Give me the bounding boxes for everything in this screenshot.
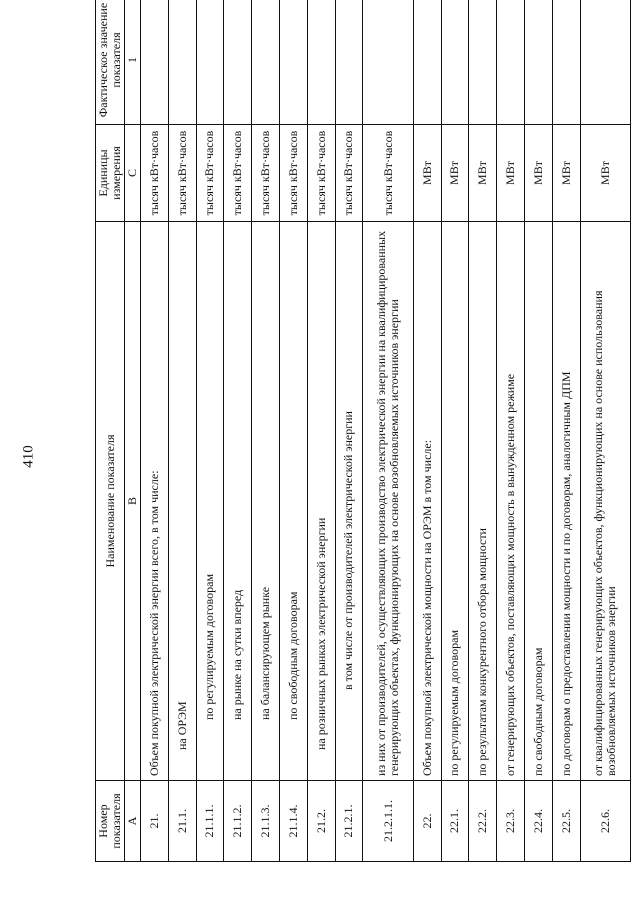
row-number: 21.1.3. (252, 781, 280, 862)
row-number: 22.5. (552, 781, 580, 862)
row-name: на балансирующем рынке (252, 222, 280, 781)
table-row (469, 0, 497, 862)
row-unit: тысяч кВт·часов (196, 125, 224, 222)
code-number: А (125, 781, 141, 862)
row-name: по результатам конкурентного отбора мощности (469, 222, 497, 781)
row-value (580, 0, 630, 125)
row-number: 22. (413, 781, 441, 862)
row-number: 21.2.1.1. (363, 781, 413, 862)
row-unit: МВт (497, 125, 525, 222)
header-number: Номер показателя (96, 781, 125, 862)
table-row (335, 0, 363, 862)
row-unit: МВт (413, 125, 441, 222)
row-name: по регулируемым договорам (441, 222, 469, 781)
table-row (141, 0, 169, 862)
table-row (196, 0, 224, 862)
row-name: на розничных рынках электрической энергии (307, 222, 335, 781)
row-unit: МВт (552, 125, 580, 222)
row-number: 22.3. (497, 781, 525, 862)
row-name: по свободным договорам (524, 222, 552, 781)
code-unit: С (125, 125, 141, 222)
row-unit: МВт (441, 125, 469, 222)
row-unit: тысяч кВт·часов (307, 125, 335, 222)
row-unit: тысяч кВт·часов (363, 125, 413, 222)
row-unit: тысяч кВт·часов (335, 125, 363, 222)
table-row (224, 0, 252, 862)
header-name: Наименование показателя (96, 222, 125, 781)
row-value (363, 0, 413, 125)
table-row (552, 0, 580, 862)
row-name: от квалифицированных генерирующих объектов, функционирующих на основе использования возобновляемых источников энергии (580, 222, 630, 781)
row-number: 22.1. (441, 781, 469, 862)
row-value (335, 0, 363, 125)
table-row (441, 0, 469, 862)
table-row (307, 0, 335, 862)
row-number: 21. (141, 781, 169, 862)
row-number: 21.2. (307, 781, 335, 862)
row-unit: тысяч кВт·часов (252, 125, 280, 222)
row-value (552, 0, 580, 125)
row-number: 21.2.1. (335, 781, 363, 862)
row-value (224, 0, 252, 125)
row-unit: МВт (580, 125, 630, 222)
table-row (497, 0, 525, 862)
header-row (96, 0, 125, 862)
row-number: 21.1.1. (196, 781, 224, 862)
row-value (441, 0, 469, 125)
table-row (413, 0, 441, 862)
row-unit: тысяч кВт·часов (141, 125, 169, 222)
row-name: Объем покупной электрической энергии всего, в том числе: (141, 222, 169, 781)
indicator-table-container (95, 2, 631, 862)
code-row (125, 0, 141, 862)
row-unit: тысяч кВт·часов (279, 125, 307, 222)
row-value (497, 0, 525, 125)
row-value (524, 0, 552, 125)
indicator-table (95, 0, 631, 862)
row-name: на ОРЭМ (168, 222, 196, 781)
table-row (279, 0, 307, 862)
row-unit: тысяч кВт·часов (224, 125, 252, 222)
row-value (469, 0, 497, 125)
row-value (279, 0, 307, 125)
code-value: 1 (125, 0, 141, 125)
row-unit: МВт (524, 125, 552, 222)
row-unit: тысяч кВт·часов (168, 125, 196, 222)
row-number: 22.2. (469, 781, 497, 862)
table-row (363, 0, 413, 862)
header-unit: Единицы измерения (96, 125, 125, 222)
row-number: 21.1. (168, 781, 196, 862)
row-name: от генерирующих объектов, поставляющих мощность в вынужденном режиме (497, 222, 525, 781)
row-name: на рынке на сутки вперед (224, 222, 252, 781)
table-row (168, 0, 196, 862)
row-value (168, 0, 196, 125)
header-value: Фактическое значение показателя (96, 0, 125, 125)
code-name: В (125, 222, 141, 781)
row-name: Объем покупной электрической мощности на ОРЭМ в том числе: (413, 222, 441, 781)
row-unit: МВт (469, 125, 497, 222)
page-number: 410 (20, 445, 37, 468)
row-value (307, 0, 335, 125)
row-name: по регулируемым договорам (196, 222, 224, 781)
row-name: в том числе от производителей электрической энергии (335, 222, 363, 781)
row-number: 21.1.4. (279, 781, 307, 862)
row-value (196, 0, 224, 125)
row-number: 21.1.2. (224, 781, 252, 862)
table-row (524, 0, 552, 862)
row-value (413, 0, 441, 125)
row-name: из них от производителей, осуществляющих производство электрической энергии на квалифицированных генерирующих объектах, функционирующих на основе возобновляемых источников энергии (363, 222, 413, 781)
row-number: 22.6. (580, 781, 630, 862)
row-value (141, 0, 169, 125)
row-number: 22.4. (524, 781, 552, 862)
table-row (580, 0, 630, 862)
row-name: по свободным договорам (279, 222, 307, 781)
row-name: по договорам о предоставлении мощности и по договорам, аналогичным ДПМ (552, 222, 580, 781)
table-row (252, 0, 280, 862)
row-value (252, 0, 280, 125)
